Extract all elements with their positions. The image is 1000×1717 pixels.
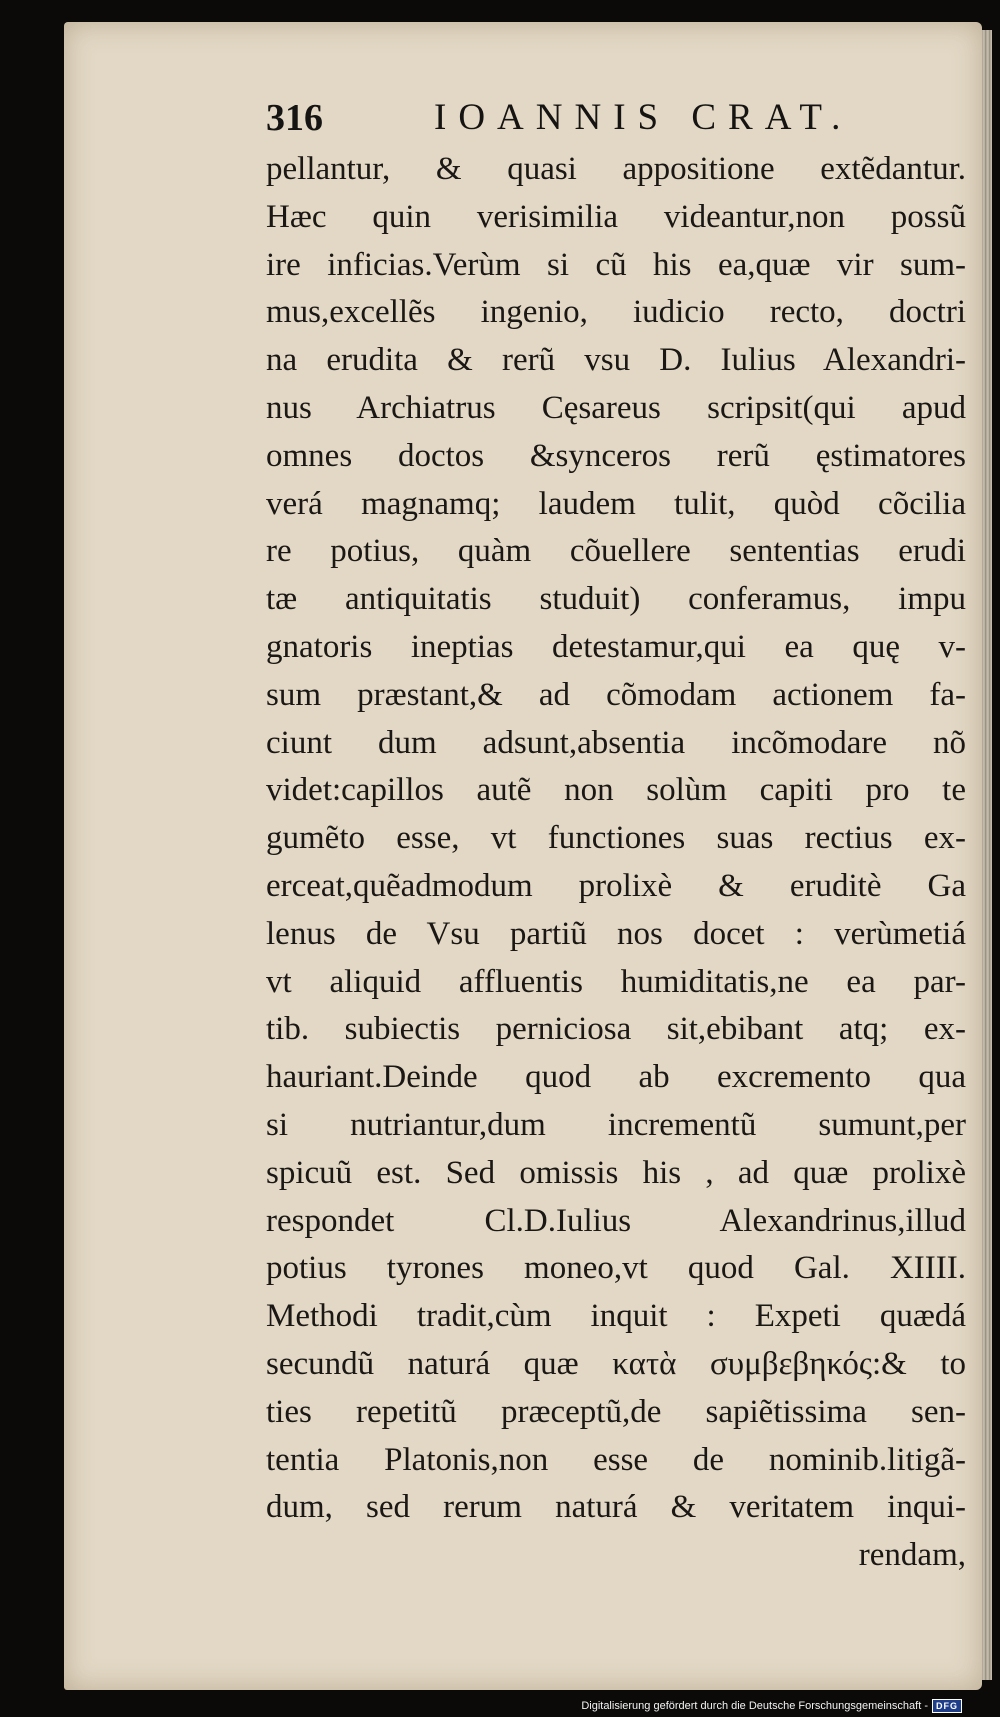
text-line: rendam, bbox=[858, 1537, 966, 1574]
text-line: omnes doctos &synceros rerũ ęstimatores bbox=[266, 437, 966, 474]
text-line: sum præstant,& ad cõmodam actionem fa- bbox=[266, 676, 966, 713]
dfg-logo: DFG bbox=[932, 1699, 962, 1713]
text-line: pellantur, & quasi appositione extẽdantur. bbox=[266, 151, 966, 187]
text-line: gnatoris ineptias detestamur,qui ea quę v- bbox=[266, 628, 966, 665]
text-line: gumẽto esse, vt functiones suas rectius ex- bbox=[266, 820, 966, 857]
text-line: ire inficias.Verùm si cũ his ea,quæ vir sum- bbox=[266, 246, 966, 283]
text-line: respondet Cl.D.Iulius Alexandrinus,illud bbox=[266, 1202, 966, 1239]
text-line: tentia Platonis,non esse de nominib.litigã- bbox=[266, 1441, 966, 1478]
text-line: erceat,quẽadmodum prolixè & eruditè Ga bbox=[266, 867, 966, 904]
text-line: Hæc quin verisimilia videantur,non possũ bbox=[266, 198, 966, 235]
page-number: 316 bbox=[266, 97, 323, 139]
text-line: verá magnamq; laudem tulit, quòd cõcilia bbox=[266, 485, 966, 522]
text-line: si nutriantur,dum incrementũ sumunt,per bbox=[266, 1106, 966, 1143]
text-line: dum, sed rerum naturá & veritatem inqui- bbox=[266, 1489, 966, 1526]
text-line: ties repetitũ præceptũ,de sapiẽtissima sen- bbox=[266, 1393, 966, 1430]
text-line: na erudita & rerũ vsu D. Iulius Alexandri- bbox=[266, 342, 966, 379]
running-head-title: IOANNIS CRAT. bbox=[434, 97, 853, 138]
text-line: tæ antiquitatis studuit) conferamus, impu bbox=[266, 581, 966, 618]
text-line: nus Archiatrus Cęsareus scripsit(qui apud bbox=[266, 389, 966, 426]
text-line: spicuũ est. Sed omissis his , ad quæ prolixè bbox=[266, 1154, 966, 1191]
digitization-credit bbox=[581, 1699, 962, 1713]
page-edge bbox=[982, 30, 992, 1680]
text-line: Methodi tradit,cùm inquit : Expeti quædá bbox=[266, 1298, 966, 1335]
text-line: hauriant.Deinde quod ab excremento qua bbox=[266, 1059, 966, 1096]
text-line: vt aliquid affluentis humiditatis,ne ea par- bbox=[266, 963, 966, 1000]
text-line: videt:capillos autẽ non solùm capiti pro te bbox=[266, 772, 966, 809]
running-head bbox=[266, 96, 986, 152]
text-line: secundũ naturá quæ κατὰ συμβεβηκός:& to bbox=[266, 1345, 966, 1382]
text-line: mus,excellẽs ingenio, iudicio recto, doctri bbox=[266, 294, 966, 331]
text-line: ciunt dum adsunt,absentia incõmodare nõ bbox=[266, 724, 966, 761]
text-line: tib. subiectis perniciosa sit,ebibant atq; ex- bbox=[266, 1011, 966, 1048]
text-line: lenus de Vsu partiũ nos docet : verùmetiá bbox=[266, 915, 966, 952]
text-line: re potius, quàm cõuellere sententias erudi bbox=[266, 533, 966, 570]
body-text bbox=[266, 146, 966, 1580]
text-line: potius tyrones moneo,vt quod Gal. XIIII. bbox=[266, 1250, 966, 1287]
credit-text: Digitalisierung gefördert durch die Deutsche Forschungsgemeinschaft - bbox=[581, 1700, 928, 1712]
